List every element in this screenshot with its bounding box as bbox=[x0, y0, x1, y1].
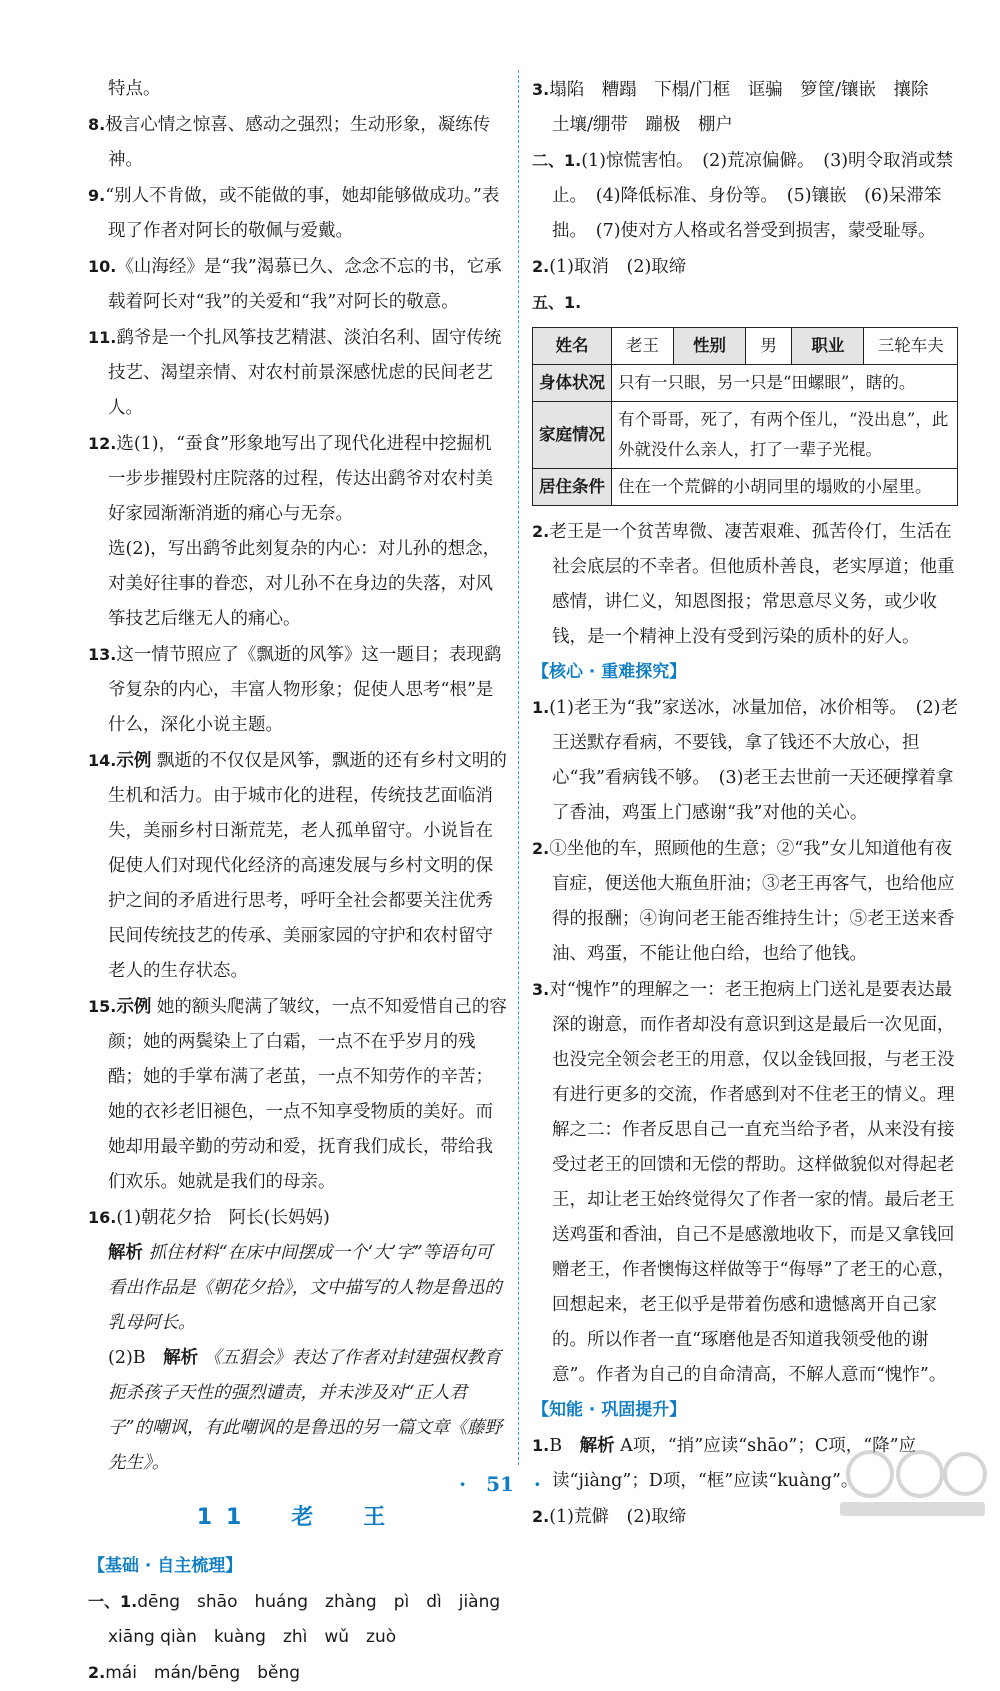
answer-11: 11.鹞爷是一个扎风筝技艺精湛、淡泊名利、固守传统技艺、渴望亲情、对农村前景深感忧虑的民间老艺人。 bbox=[88, 328, 502, 418]
answer-3-words: 3.塌陷 糟蹋 下榻/门框 诓骗 箩筐/镶嵌 攘除 bbox=[532, 80, 929, 100]
answer-8: 8.极言心情之惊喜、感动之强烈；生动形象，凝练传神。 bbox=[88, 115, 491, 170]
core-answer-2: 2.①坐他的车，照顾他的生意；②“我”女儿知道他有夜盲症，便送他大瓶鱼肝油；③老王再客气，也给他应得的报酬；④询问老王能否维持生计；⑤老王送来香油、鸡蛋，不能让他白给，也给了他钱。 bbox=[532, 839, 955, 964]
watermark-logo bbox=[830, 1440, 990, 1520]
answer-16-part-2: (2)B 解析 《五猖会》表达了作者对封建强权教育扼杀孩子天性的强烈谴责，并未涉及对“正人君子”的嘲讽，有此嘲讽的是鲁迅的另一篇文章《藤野先生》。 bbox=[108, 1348, 502, 1473]
table-header-cell: 职业 bbox=[792, 328, 864, 365]
answer-12-option-2: 选(2)，写出鹞爷此刻复杂的内心：对儿孙的想念，对美好往事的眷恋，对儿孙不在身边的失落，对风筝技艺后继无人的痛心。 bbox=[108, 539, 501, 629]
answer-13: 13.这一情节照应了《飘逝的风筝》这一题目；表现鹞爷复杂的内心，丰富人物形象；促使人思考“根”是什么，深化小说主题。 bbox=[88, 645, 502, 735]
answer-3-words-cont: 土壤/绷带 蹦极 棚户 bbox=[552, 115, 733, 135]
answer-16-analysis: 解析 抓住材料“在床中间摆成一个‘大’字”等语句可看出作品是《朝花夕拾》，文中描写的人物是鲁迅的乳母阿长。 bbox=[108, 1243, 502, 1333]
table-row bbox=[533, 328, 958, 365]
answer-9: 9.“别人不肯做，或不能做的事，她却能够做成功。”表现了作者对阿长的敬佩与爱戴。 bbox=[88, 186, 500, 241]
page-number: · 51 · bbox=[459, 1472, 541, 1496]
answer-16: 16.(1)朝花夕拾 阿长(长妈妈) bbox=[88, 1208, 330, 1228]
table-cell: 住在一个荒僻的小胡同里的塌败的小屋里。 bbox=[612, 469, 958, 506]
table-header-cell: 姓名 bbox=[533, 328, 612, 365]
paragraph-continuation: 特点。 bbox=[108, 79, 161, 99]
pinyin-answer-1: 一、1.dēng shāo huáng zhàng pì dì jiàng bbox=[88, 1592, 501, 1612]
table-cell: 三轮车夫 bbox=[864, 328, 958, 365]
section-heading-core: 【核心 · 重难探究】 bbox=[532, 662, 687, 682]
answer-er-1: 二、1.(1)惊慌害怕。 (2)荒凉偏僻。 (3)明令取消或禁止。 (4)降低标准、身份等。 (5)镶嵌 (6)呆滞笨拙。 (7)使对方人格或名誉受到损害，蒙受耻辱。 bbox=[532, 151, 954, 241]
table-cell: 老王 bbox=[612, 328, 674, 365]
practice-answer-1: 1.B 解析 A项，“捎”应读“shāo”；C项，“降”应读“jiàng”；D项，“框”应读“kuàng”。 bbox=[532, 1436, 917, 1491]
table-row bbox=[533, 365, 958, 402]
table-row bbox=[533, 469, 958, 506]
character-info-table bbox=[532, 327, 958, 506]
pinyin-answer-2: 2.mái mán/bēng běng bbox=[88, 1663, 301, 1683]
answer-10: 10.《山海经》是“我”渴慕已久、念念不忘的书，它承载着阿长对“我”的关爱和“我”对阿长的敬意。 bbox=[88, 257, 502, 312]
practice-answer-2: 2.(1)荒僻 (2)取缔 bbox=[532, 1507, 687, 1527]
section-heading-basics: 【基础 · 自主梳理】 bbox=[88, 1556, 243, 1576]
answer-wu-1: 五、1. bbox=[532, 293, 582, 312]
column-divider bbox=[518, 70, 519, 1465]
table-cell: 男 bbox=[746, 328, 792, 365]
answer-12: 12.选(1)，“蚕食”形象地写出了现代化进程中挖掘机一步步摧毁村庄院落的过程，传达出鹞爷对农村美好家园渐渐消逝的痛心与无奈。 bbox=[88, 434, 493, 524]
answer-14: 14.示例 飘逝的不仅仅是风筝，飘逝的还有乡村文明的生机和活力。由于城市化的进程，传统技艺面临消失，美丽乡村日渐荒芜，老人孤单留守。小说旨在促使人们对现代化经济的高速发展与乡村文明的保护之间的矛盾进行思考，呼吁全社会都要关注优秀民间传统技艺的传承、美丽家园的守护和农村留守老人的生存状态。 bbox=[88, 751, 507, 981]
section-heading-practice: 【知能 · 巩固提升】 bbox=[532, 1400, 687, 1420]
answer-15: 15.示例 她的额头爬满了皱纹，一点不知爱惜自己的容颜；她的两鬓染上了白霜，一点不在乎岁月的残酷；她的手掌布满了老茧，一点不知劳作的辛苦；她的衣衫老旧褪色，一点不知享受物质的美好。而她却用最辛勤的劳动和爱，抚育我们成长，带给我们欢乐。她就是我们的母亲。 bbox=[88, 997, 507, 1192]
answer-er-2: 2.(1)取消 (2)取缔 bbox=[532, 257, 687, 277]
table-header-cell: 身体状况 bbox=[533, 365, 612, 402]
table-header-cell: 性别 bbox=[673, 328, 745, 365]
table-cell: 有个哥哥，死了，有两个侄儿，“没出息”，此外就没什么亲人，打了一辈子光棍。 bbox=[612, 402, 958, 469]
table-header-cell: 居住条件 bbox=[533, 469, 612, 506]
table-cell: 只有一只眼，另一只是“田螺眼”，瞎的。 bbox=[612, 365, 958, 402]
pinyin-answer-1-cont: xiāng qiàn kuàng zhì wǔ zuò bbox=[108, 1627, 397, 1647]
right-column bbox=[532, 72, 962, 1535]
left-column bbox=[88, 72, 508, 1691]
table-header-cell: 家庭情况 bbox=[533, 402, 612, 469]
core-answer-1: 1.(1)老王为“我”家送冰，冰量加倍，冰价相等。 (2)老王送默存看病，不要钱，拿了钱还不大放心，担心“我”看病钱不够。 (3)老王去世前一天还硬撑着拿了香油，鸡蛋上门感谢“我”对他的关心。 bbox=[532, 698, 958, 823]
core-answer-3: 3.对“愧怍”的理解之一：老王抱病上门送礼是要表达最深的谢意，而作者却没有意识到这是最后一次见面，也没完全领会老王的用意，仅以金钱回报，与老王没有进行更多的交流，作者感到对不住老王的情义。理解之二：作者反思自己一直充当给予者，从来没有接受过老王的回馈和无偿的帮助。这样做貌似对得起老王，却让老王始终觉得欠了作者一家的情。最后老王送鸡蛋和香油，自己不是感激地收下，而是又拿钱回赠老王，作者懊悔这样做等于“侮辱”了老王的心意，回想起来，老王似乎是带着伤感和遗憾离开自己家的。所以作者一直“琢磨他是否知道我领受他的谢意”。作者为自己的自命清高，不解人意而“愧怍”。 bbox=[532, 980, 955, 1385]
answer-wu-2: 2.老王是一个贫苦卑微、凄苦艰难、孤苦伶仃，生活在社会底层的不幸者。但他质朴善良，老实厚道；他重感情，讲仁义，知恩图报；常思意尽义务，或少收钱，是一个精神上没有受到污染的质朴的好人。 bbox=[532, 522, 955, 647]
lesson-title: 11 老 王 bbox=[196, 1505, 400, 1530]
table-row bbox=[533, 402, 958, 469]
